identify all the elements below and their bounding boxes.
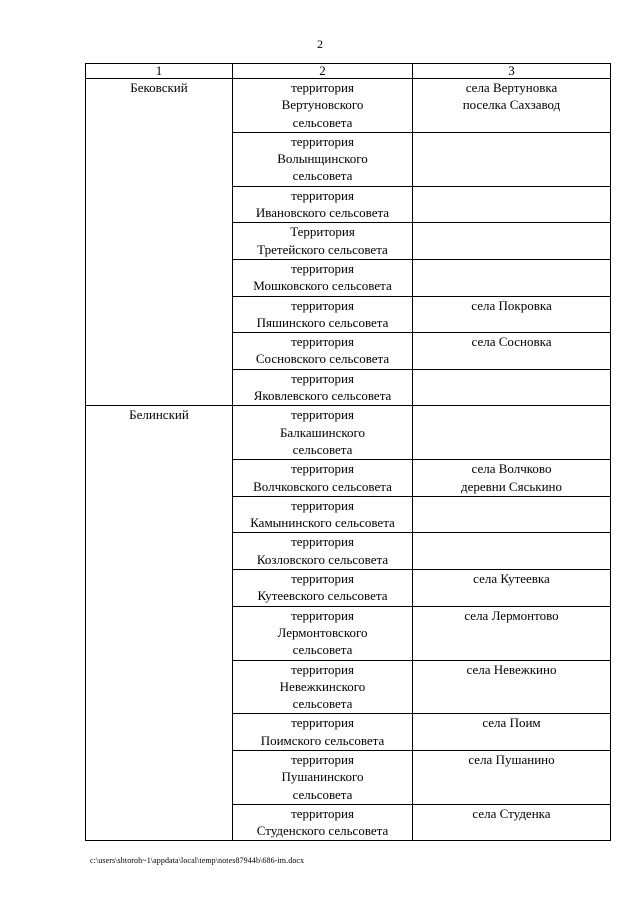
settlements-cell <box>413 223 611 260</box>
territory-cell <box>233 804 413 841</box>
territory-line: Сосновского сельсовета <box>255 351 390 367</box>
territory-line: территория <box>291 461 354 477</box>
territory-line: территория <box>291 497 354 513</box>
territories-table <box>85 63 611 841</box>
settlement-line: села Сосновка <box>471 334 552 350</box>
territory-line: сельсовета <box>292 168 353 184</box>
settlements-cell <box>413 259 611 296</box>
territory-cell <box>233 533 413 570</box>
settlements-cell <box>413 79 611 133</box>
territory-line: сельсовета <box>292 441 353 457</box>
territory-line: Козловского сельсовета <box>256 551 389 567</box>
settlements-cell <box>413 714 611 751</box>
table-row <box>86 79 611 133</box>
territory-line: Вертуновского <box>281 97 364 113</box>
table-body <box>86 79 611 841</box>
territory-line: Третейского сельсовета <box>257 241 388 257</box>
territory-cell <box>233 750 413 804</box>
territory-cell <box>233 660 413 714</box>
settlement-line: поселка Сахзавод <box>462 97 561 113</box>
settlement-line: села Пушанино <box>468 751 555 767</box>
territory-line: Поимского сельсовета <box>260 732 385 748</box>
territory-line: Невежкинского <box>279 678 366 694</box>
settlements-cell <box>413 132 611 186</box>
territory-line: Волынщинского <box>277 151 368 167</box>
settlements-cell <box>413 333 611 370</box>
header-row <box>86 64 611 79</box>
settlements-cell <box>413 750 611 804</box>
territory-line: территория <box>291 805 354 821</box>
territory-cell <box>233 406 413 460</box>
territory-line: Лермонтовского <box>277 624 368 640</box>
territory-line: Камынинского сельсовета <box>250 515 395 531</box>
settlement-line: села Волчково <box>471 461 552 477</box>
settlements-cell <box>413 369 611 406</box>
settlements-cell <box>413 296 611 333</box>
territory-line: территория <box>291 571 354 587</box>
territory-line: Яковлевского сельсовета <box>253 388 392 404</box>
settlements-cell <box>413 533 611 570</box>
column-header-1: 1 <box>86 64 233 79</box>
territory-line: территория <box>291 80 354 95</box>
territory-line: Мошковского сельсовета <box>253 278 392 294</box>
territory-line: территория <box>291 607 354 623</box>
territory-cell <box>233 79 413 133</box>
territory-line: сельсовета <box>292 786 353 802</box>
settlement-line: села Поим <box>482 715 541 731</box>
territory-cell <box>233 132 413 186</box>
territory-line: территория <box>291 370 354 386</box>
territory-line: территория <box>291 260 354 276</box>
territory-line: территория <box>291 534 354 550</box>
settlements-cell <box>413 606 611 660</box>
territory-cell <box>233 333 413 370</box>
territory-line: территория <box>291 133 354 149</box>
settlement-line: села Лермонтово <box>464 607 559 623</box>
settlement-line: села Невежкино <box>466 661 557 677</box>
territory-line: территория <box>291 751 354 767</box>
settlement-line: села Покровка <box>471 297 552 313</box>
territory-cell <box>233 186 413 223</box>
settlement-line: села Вертуновка <box>465 80 558 95</box>
territory-cell <box>233 369 413 406</box>
territory-line: Балкашинского <box>279 424 366 440</box>
territory-line: Волчковского сельсовета <box>253 478 392 494</box>
district-cell <box>86 79 233 406</box>
column-header-2: 2 <box>233 64 413 79</box>
territory-cell <box>233 296 413 333</box>
settlements-cell <box>413 570 611 607</box>
settlement-line: села Кутеевка <box>473 571 550 587</box>
settlement-line: деревни Сяськино <box>460 478 563 494</box>
territory-line: сельсовета <box>292 114 353 130</box>
settlements-cell <box>413 660 611 714</box>
district-cell <box>86 406 233 841</box>
document-file-path: c:\users\shtoroh~1\appdata\local\temp\notes87944b\686-im.docx <box>90 856 305 865</box>
territory-line: сельсовета <box>292 642 353 658</box>
territory-cell <box>233 570 413 607</box>
territory-line: Пушанинского <box>281 769 364 785</box>
territory-cell <box>233 460 413 497</box>
territory-line: Кутеевского сельсовета <box>257 588 388 604</box>
settlements-cell <box>413 406 611 460</box>
territory-line: Пяшинского сельсовета <box>256 314 389 330</box>
settlements-cell <box>413 460 611 497</box>
territory-cell <box>233 223 413 260</box>
table-row <box>86 406 611 460</box>
territory-cell <box>233 606 413 660</box>
table-header <box>86 64 611 79</box>
territory-line: Студенского сельсовета <box>256 823 389 839</box>
territory-line: сельсовета <box>292 696 353 712</box>
settlements-cell <box>413 804 611 841</box>
settlements-cell <box>413 496 611 533</box>
territory-cell <box>233 496 413 533</box>
territory-line: Ивановского сельсовета <box>255 205 390 221</box>
settlements-cell <box>413 186 611 223</box>
territory-cell <box>233 259 413 296</box>
territory-line: территория <box>291 187 354 203</box>
territory-line: Территория <box>290 224 355 240</box>
territory-line: территория <box>291 661 354 677</box>
territory-line: территория <box>291 407 354 423</box>
district-name: Белинский <box>129 407 189 423</box>
column-header-3: 3 <box>413 64 611 79</box>
page-number: 2 <box>317 37 323 51</box>
territory-line: территория <box>291 334 354 350</box>
settlement-line: села Студенка <box>472 805 551 821</box>
territory-line: территория <box>291 715 354 731</box>
territory-line: территория <box>291 297 354 313</box>
territory-cell <box>233 714 413 751</box>
district-name: Бековский <box>130 80 188 95</box>
